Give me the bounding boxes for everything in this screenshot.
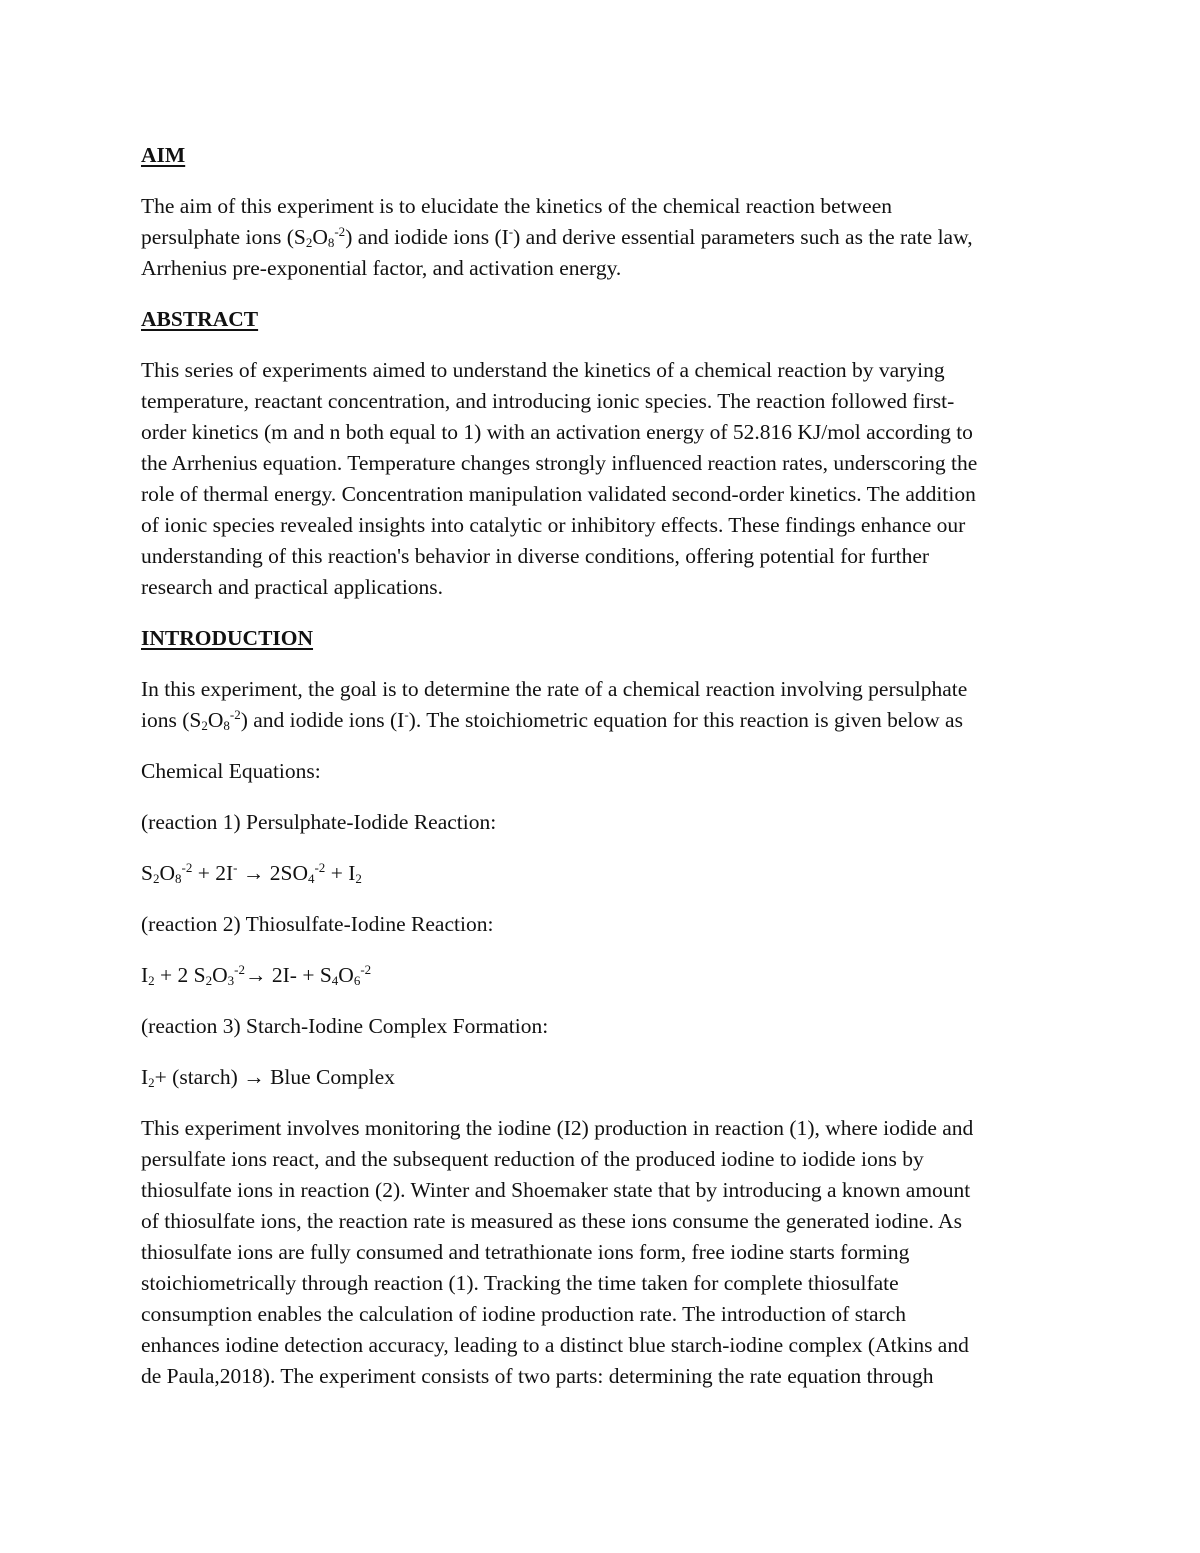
intro-line-1: In this experiment, the goal is to determine the rate of a chemical reaction involving persulphate — [141, 677, 968, 701]
abstract-heading: ABSTRACT — [141, 307, 259, 331]
abstract-line: role of thermal energy. Concentration manipulation validated second-order kinetics. The addition — [141, 482, 976, 506]
intro-body-line: persulfate ions react, and the subsequent reduction of the produced iodine to iodide ions by — [141, 1147, 924, 1171]
abstract-line: the Arrhenius equation. Temperature changes strongly influenced reaction rates, underscoring the — [141, 451, 978, 475]
introduction-heading: INTRODUCTION — [141, 626, 314, 650]
reaction-1-equation: $S_2O_8^{-2} + 2I^- \to 2SO_4^{-2} + I_2$ — [141, 860, 362, 886]
aim-heading: AIM — [141, 143, 186, 167]
abstract-line: This series of experiments aimed to understand the kinetics of a chemical reaction by varying — [141, 358, 945, 382]
intro-body-line: de Paula,2018). The experiment consists of two parts: determining the rate equation through — [141, 1364, 934, 1388]
intro-line-2: ions $(S_2O_8^{-2})$ and iodide ions (I-). The stoichiometric equation for this reaction is given below as — [141, 707, 963, 733]
reaction-1-label: (reaction 1) Persulphate-Iodide Reaction: — [141, 810, 497, 834]
abstract-line: research and practical applications. — [141, 575, 444, 599]
aim-line-3: Arrhenius pre-exponential factor, and activation energy. — [141, 256, 622, 280]
intro-body-line: consumption enables the calculation of iodine production rate. The introduction of starch — [141, 1302, 907, 1326]
intro-body-line: of thiosulfate ions, the reaction rate is measured as these ions consume the generated iodine. As — [141, 1209, 962, 1233]
intro-body-line: This experiment involves monitoring the iodine (I2) production in reaction (1), where iodide and — [141, 1116, 974, 1140]
aim-line-2: persulphate ions $(S_2O_8^{-2})$ and iodide ions (I-) and derive essential parameters such as the rate law, — [141, 224, 973, 250]
abstract-line: order kinetics (m and n both equal to 1) with an activation energy of 52.816 KJ/mol according to — [141, 420, 973, 444]
intro-body-line: enhances iodine detection accuracy, leading to a distinct blue starch-iodine complex (Atkins and — [141, 1333, 969, 1357]
reaction-3-equation: $I_2+$ (starch) → Blue Complex — [141, 1065, 395, 1090]
reaction-2-label: (reaction 2) Thiosulfate-Iodine Reaction: — [141, 912, 494, 936]
intro-body-line: thiosulfate ions in reaction (2). Winter and Shoemaker state that by introducing a known amount — [141, 1178, 971, 1202]
chemical-equations-label: Chemical Equations: — [141, 759, 321, 783]
aim-line-1: The aim of this experiment is to elucidate the kinetics of the chemical reaction between — [141, 194, 893, 218]
abstract-line: temperature, reactant concentration, and introducing ionic species. The reaction followed first- — [141, 389, 955, 413]
reaction-2-equation: $I_2 + 2$ $S_2O_3^{-2}\to 2I- + S_4O_6^{-2}$ — [141, 962, 372, 988]
intro-body-line: stoichiometrically through reaction (1). Tracking the time taken for complete thiosulfate — [141, 1271, 899, 1295]
abstract-line: of ionic species revealed insights into catalytic or inhibitory effects. These findings enhance our — [141, 513, 966, 537]
reaction-3-label: (reaction 3) Starch-Iodine Complex Formation: — [141, 1014, 549, 1038]
abstract-paragraph — [141, 355, 1060, 603]
intro-body-line: thiosulfate ions are fully consumed and tetrathionate ions form, free iodine starts forming — [141, 1240, 910, 1264]
introduction-body-paragraph — [141, 1113, 1060, 1392]
abstract-line: understanding of this reaction's behavior in diverse conditions, offering potential for further — [141, 544, 930, 568]
